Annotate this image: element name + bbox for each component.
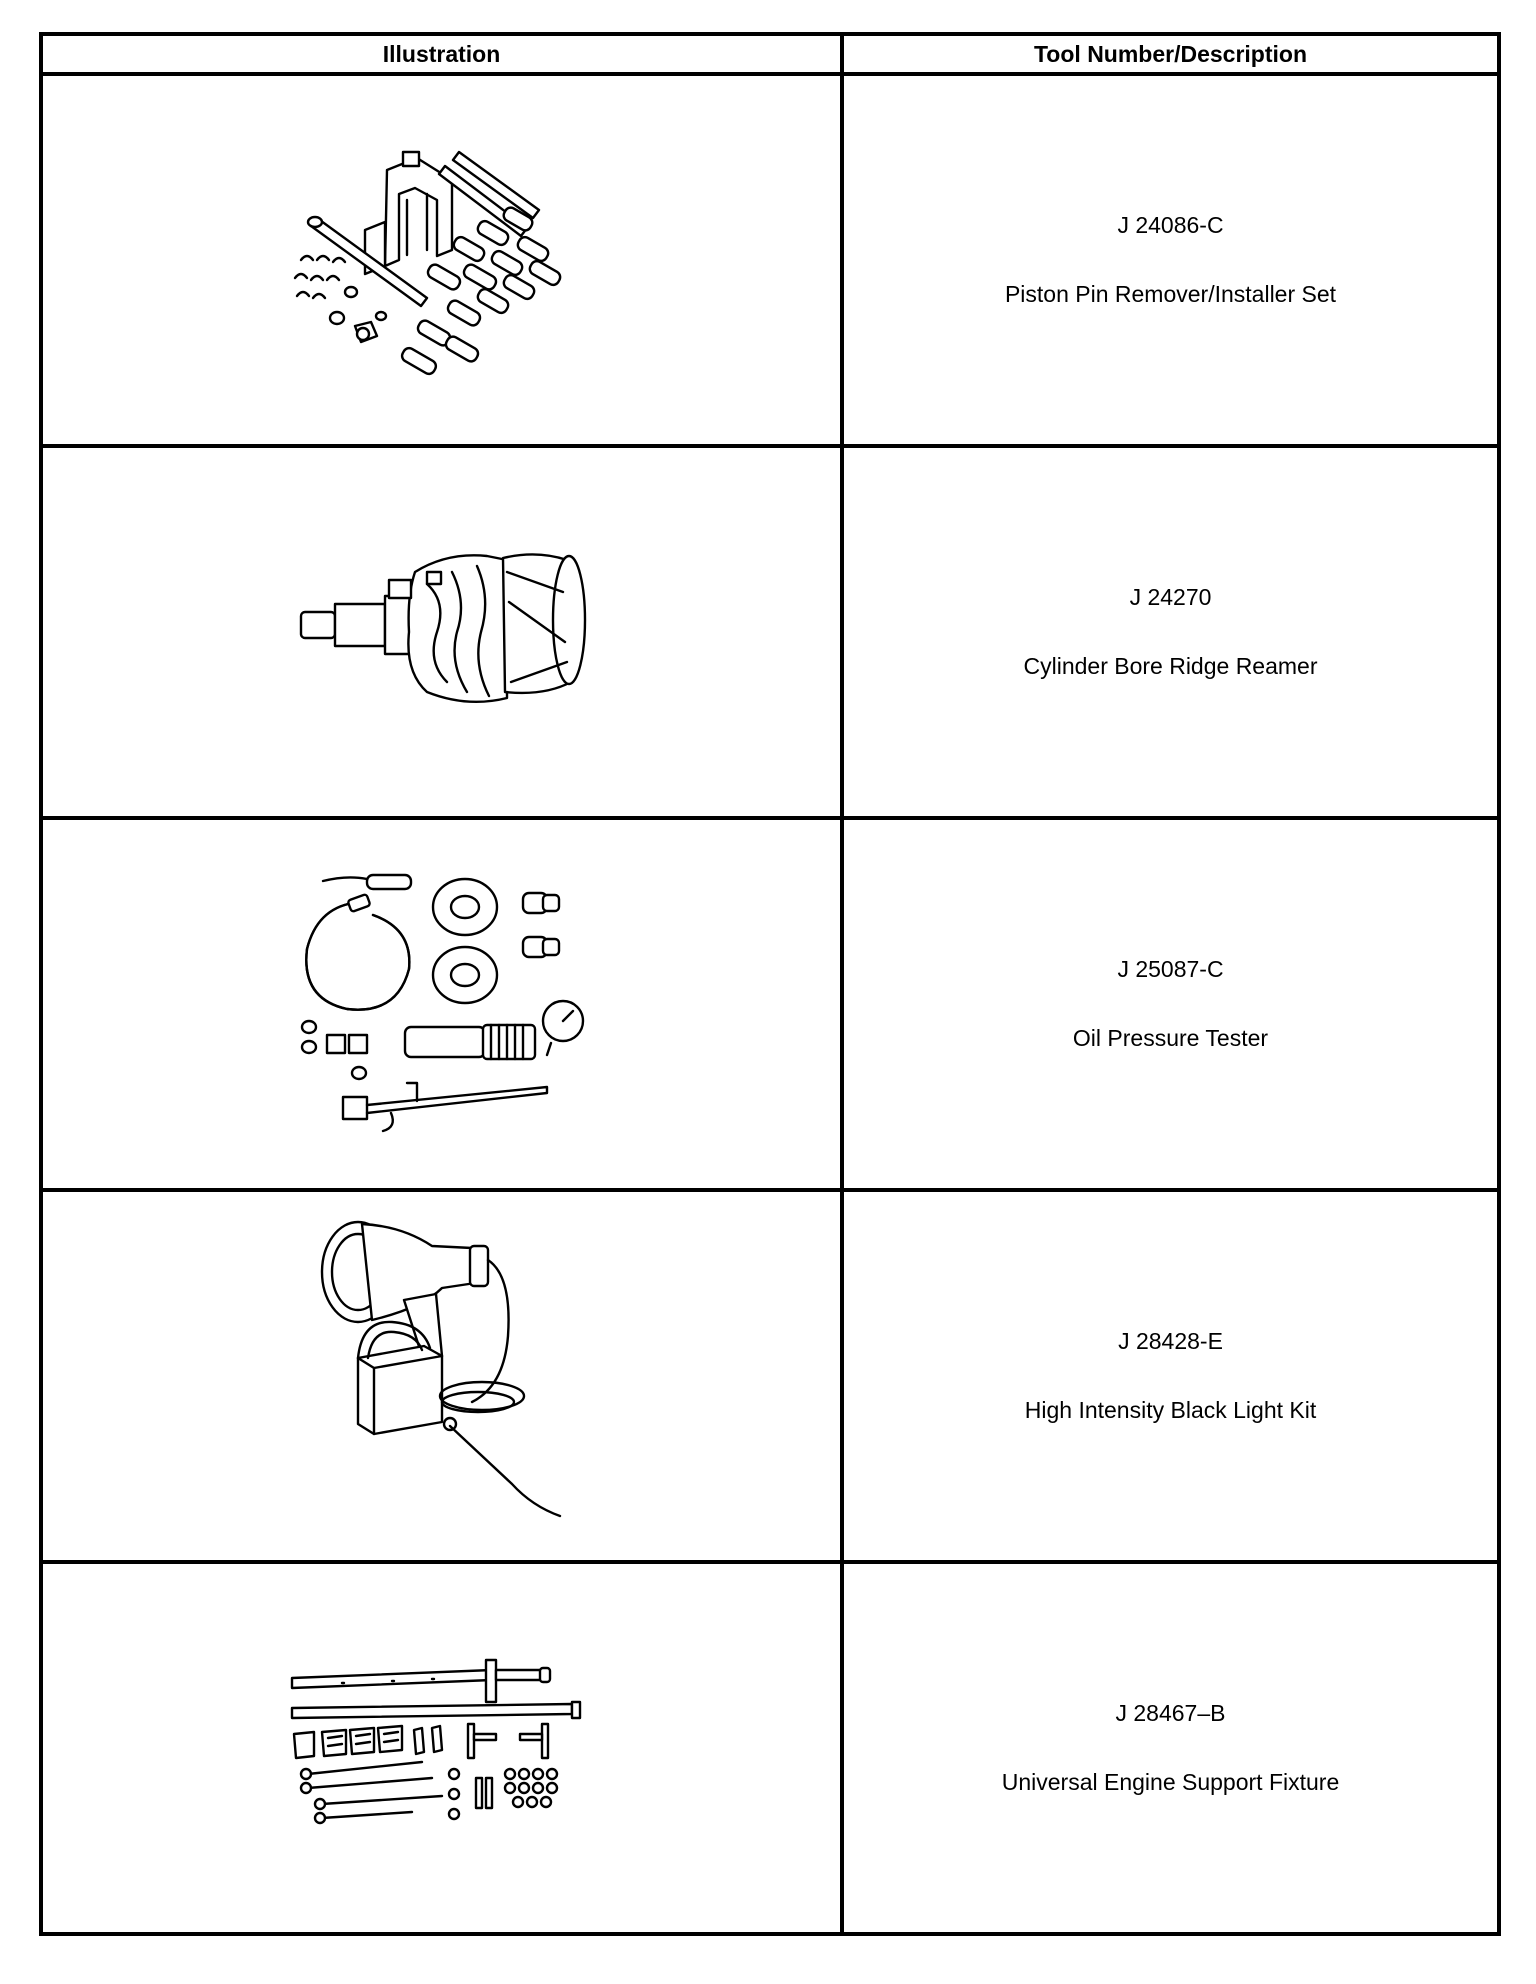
tool-description: Oil Pressure Tester — [1072, 1025, 1269, 1051]
piston-pin-remover-installer-set-icon — [277, 130, 607, 390]
table-row — [41, 1190, 1499, 1562]
table-row — [41, 74, 1499, 446]
black-light-kit-icon — [312, 1216, 572, 1536]
tool-description: Piston Pin Remover/Installer Set — [1004, 281, 1337, 307]
illustration-cell — [41, 1562, 842, 1934]
tool-description: Cylinder Bore Ridge Reamer — [1023, 653, 1318, 679]
table-row — [41, 818, 1499, 1190]
table-row — [41, 446, 1499, 818]
illustration-cell — [41, 1190, 842, 1562]
tool-number: J 25087-C — [1117, 956, 1224, 982]
illustration-cell — [41, 818, 842, 1190]
tool-number: J 24270 — [1129, 584, 1212, 610]
tool-description-cell — [842, 446, 1499, 818]
tool-number: J 28428-E — [1118, 1328, 1223, 1354]
table-header-row — [41, 34, 1499, 74]
illustration-cell — [41, 74, 842, 446]
tool-description-cell — [842, 1562, 1499, 1934]
cylinder-bore-ridge-reamer-icon — [277, 532, 607, 732]
tool-description: Universal Engine Support Fixture — [1001, 1769, 1340, 1795]
tool-description-cell — [842, 74, 1499, 446]
special-tools-table — [39, 32, 1501, 1936]
header-illustration: Illustration — [41, 34, 842, 74]
table-row — [41, 1562, 1499, 1934]
oil-pressure-tester-icon — [287, 869, 597, 1139]
tool-number: J 28467–B — [1115, 1700, 1226, 1726]
illustration-cell — [41, 446, 842, 818]
tool-description-cell — [842, 818, 1499, 1190]
tool-number: J 24086-C — [1117, 212, 1224, 238]
header-tool-number-description: Tool Number/Description — [842, 34, 1499, 74]
tool-description: High Intensity Black Light Kit — [1024, 1397, 1317, 1423]
engine-support-fixture-icon — [282, 1648, 602, 1848]
tool-description-cell — [842, 1190, 1499, 1562]
